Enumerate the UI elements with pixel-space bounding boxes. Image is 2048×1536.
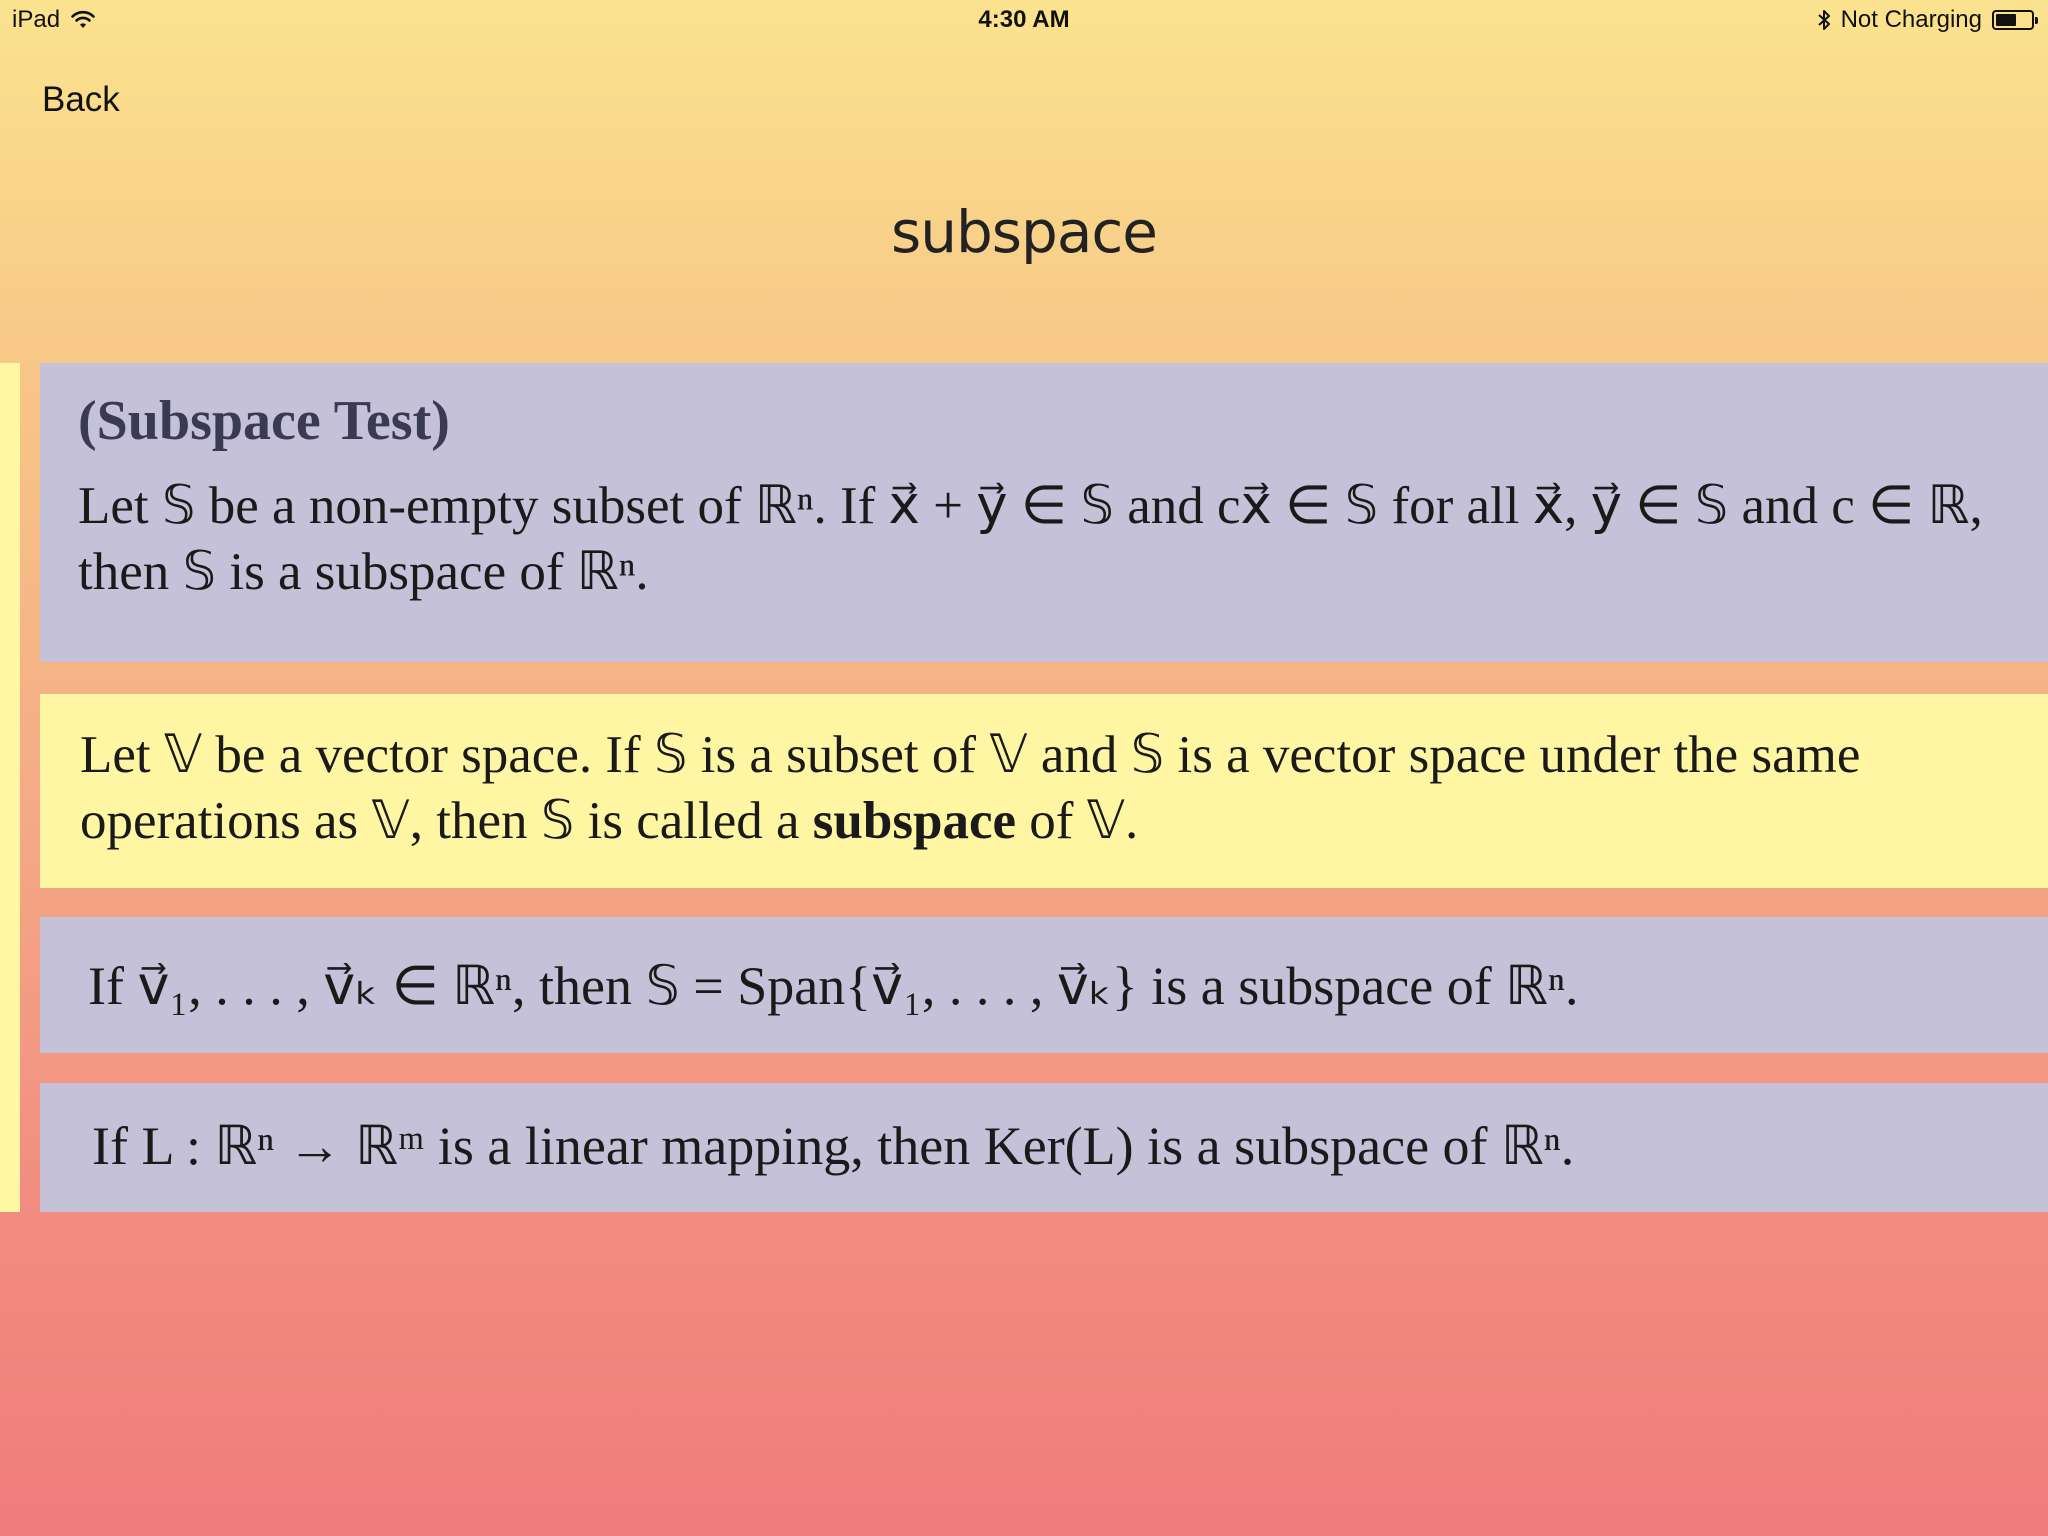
battery-level [1996,14,2016,26]
card-title: (Subspace Test) [78,390,450,452]
charging-status: Not Charging [1840,6,1982,33]
span-theorem-card [40,917,2048,1053]
status-time: 4:30 AM [978,6,1070,33]
card-text-line: then 𝕊 is a subspace of ℝⁿ. [78,542,649,601]
card-text-line: Let 𝕊 be a non-empty subset of ℝⁿ. If x⃗ + y⃗ ∈ 𝕊 and cx⃗ ∈ 𝕊 for all x⃗, y⃗ ∈ 𝕊 and c ∈ ℝ, [78,476,1983,535]
back-button[interactable]: Back [42,80,120,119]
page-title: subspace [891,198,1157,266]
card-text-line [80,788,2048,854]
kernel-theorem-card [40,1083,2048,1212]
card-text-segment: of 𝕍. [1016,792,1139,850]
status-bar [0,0,2048,40]
status-right [1817,6,2034,34]
card-text-segment: operations as 𝕍, then 𝕊 is called a [80,792,813,850]
card-text-line: If v⃗₁, . . . , v⃗ₖ ∈ ℝⁿ, then 𝕊 = Span{v⃗₁, . . . , v⃗ₖ} is a subspace of ℝⁿ. [88,956,1579,1016]
bold-term: subspace [812,792,1016,850]
bluetooth-icon [1817,8,1831,32]
battery-icon [1992,10,2034,30]
card-text-line: If L : ℝⁿ → ℝᵐ is a linear mapping, then Ker(L) is a subspace of ℝⁿ. [92,1116,1575,1176]
device-name: iPad [12,6,61,33]
card-text-line: Let 𝕍 be a vector space. If 𝕊 is a subset of 𝕍 and 𝕊 is a vector space under the same [80,726,1861,784]
subspace-definition-card [40,694,2048,888]
subspace-test-card [40,363,2048,662]
side-strip [0,363,20,1212]
